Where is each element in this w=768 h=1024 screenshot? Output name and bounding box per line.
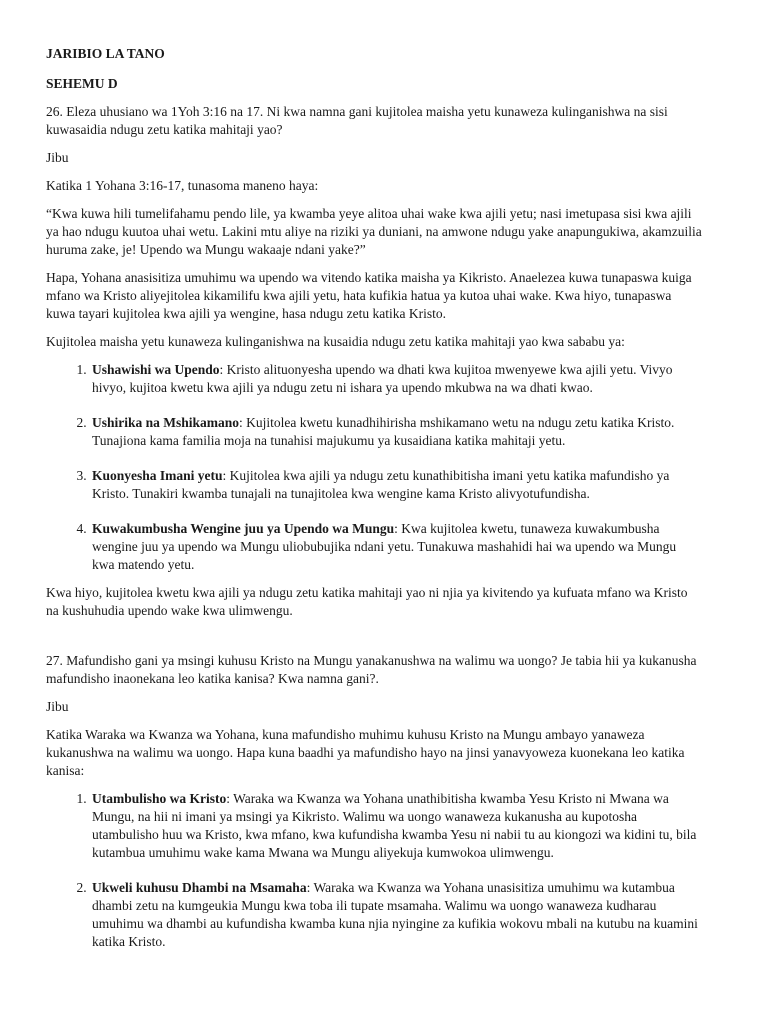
document-title: JARIBIO LA TANO — [46, 46, 165, 61]
scripture-quote: “Kwa kuwa hili tumelifahamu pendo lile, ya kwamba yeye alitoa uhai wake kwa ajili yetu; nasi imetupasa sisi kwa ajili ya hao ndugu kuutoa uhai wetu. Lakini mtu aliye na riziki ya duniani, na amwone ndugu yake anapungukiwa, akamzuilia huruma zake, je! Upendo wa Mungu wakaaje ndani yake?” — [46, 206, 702, 257]
answer-label-26: Jibu — [46, 150, 69, 165]
answer-intro-27: Katika Waraka wa Kwanza wa Yohana, kuna mafundisho muhimu kuhusu Kristo na Mungu ambayo yanaweza kukanushwa na walimu wa uongo. Hapa kuna baadhi ya mafundisho hayo na jinsi yanavyoweza kuonekana leo katika kanisa: — [46, 727, 685, 778]
conclusion-26: Kwa hiyo, kujitolea kwetu kwa ajili ya ndugu zetu katika mahitaji yao ni njia ya kivitendo ya kufuata mfano wa Kristo na kushuhudia upendo wake kwa ulimwengu. — [46, 585, 688, 618]
list-item — [90, 790, 702, 862]
list-item-title: Ukweli kuhusu Dhambi na Msamaha — [92, 880, 307, 895]
answer-label-27: Jibu — [46, 699, 69, 714]
list-item — [90, 520, 702, 574]
question-27: 27. Mafundisho gani ya msingi kuhusu Kristo na Mungu yanakanushwa na walimu wa uongo? Je tabia hii ya kukanusha mafundisho inaonekana leo katika kanisa? Kwa namna gani?. — [46, 653, 697, 686]
section-title: SEHEMU D — [46, 76, 118, 91]
list-item-title: Kuonyesha Imani yetu — [92, 468, 223, 483]
list-item-text: : Kwa kujitolea kwetu, tunaweza kuwakumbusha wengine juu ya upendo wa Mungu uliobubujika ndani yetu. Tunakuwa mashahidi hai wa upendo wa Mungu kwa matendo yetu. — [92, 521, 677, 572]
list-item-text: : Kristo alituonyesha upendo wa dhati kwa kujitoa mwenyewe kwa ajili yetu. Vivyo hivyo, kujitoa kwetu kwa ajili ya ndugu zetu ni ishara ya upendo mkubwa na wa dhati kwao. — [92, 362, 673, 395]
list-item-title: Kuwakumbusha Wengine juu ya Upendo wa Mungu — [92, 521, 395, 536]
paragraph-26-1: Hapa, Yohana anasisitiza umuhimu wa upendo wa vitendo katika maisha ya Kikristo. Anaelezea kuwa tunapaswa kuiga mfano wa Kristo aliyejitolea kikamilifu kwa ajili yetu, hata kufikia hatua ya kutoa uhai wake. Kwa hiyo, tunapaswa kuwa tayari kujitolea kwa ajili ya wengine, hasa ndugu zetu katika Kristo. — [46, 270, 692, 321]
list-item-text: : Waraka wa Kwanza wa Yohana unathibitisha kwamba Yesu Kristo ni Mwana wa Mungu, na hii ni imani ya msingi ya Kikristo. Walimu wa uongo wanaweza kukanusha au kupotosha utambulisho huu wa Kristo, kwa mfano, kwa kufundisha kwamba Yesu ni nabii tu au kiongozi wa kidini tu, bila kutambua umuhimu wake kama Mwana wa Mungu aliyekuja kumwokoa ulimwengu. — [92, 791, 697, 860]
question-26: 26. Eleza uhusiano wa 1Yoh 3:16 na 17. Ni kwa namna gani kujitolea maisha yetu kunaweza kulinganishwa na sisi kuwasaidia ndugu zetu katika mahitaji yao? — [46, 104, 668, 137]
paragraph-26-2: Kujitolea maisha yetu kunaweza kulinganishwa na kusaidia ndugu zetu katika mahitaji yao kwa sababu ya: — [46, 334, 625, 349]
list-item-text: : Waraka wa Kwanza wa Yohana unasisitiza umuhimu wa kutambua dhambi zetu na kumgeukia Mungu kwa toba ili tupate msamaha. Walimu wa uongo wanaweza kudharau umuhimu wa dhambi au kufundisha kwamba kuna njia nyingine za kufikia wokovu mbali na kutubu na kuamini katika Kristo. — [92, 880, 698, 949]
list-item — [90, 414, 702, 450]
list-item — [90, 467, 702, 503]
list-item-title: Ushirika na Mshikamano — [92, 415, 240, 430]
list-item-title: Ushawishi wa Upendo — [92, 362, 220, 377]
list-item — [90, 879, 702, 951]
answer-intro-26: Katika 1 Yohana 3:16-17, tunasoma maneno haya: — [46, 178, 319, 193]
list-item-title: Utambulisho wa Kristo — [92, 791, 227, 806]
list-27 — [46, 790, 702, 951]
list-item-text: : Kujitolea kwetu kunadhihirisha mshikamano wetu na ndugu zetu katika Kristo. Tunajiona kama familia moja na tunahisi majukumu ya kusaidiana katika mahitaji yetu. — [92, 415, 675, 448]
list-item-text: : Kujitolea kwa ajili ya ndugu zetu kunathibitisha imani yetu katika mafundisho ya Kristo. Tunakiri kwamba tunajali na tunajitolea kwa wengine kama Kristo alivyotufundisha. — [92, 468, 670, 501]
list-item — [90, 361, 702, 397]
section-spacer — [46, 630, 702, 652]
list-26 — [46, 361, 702, 574]
